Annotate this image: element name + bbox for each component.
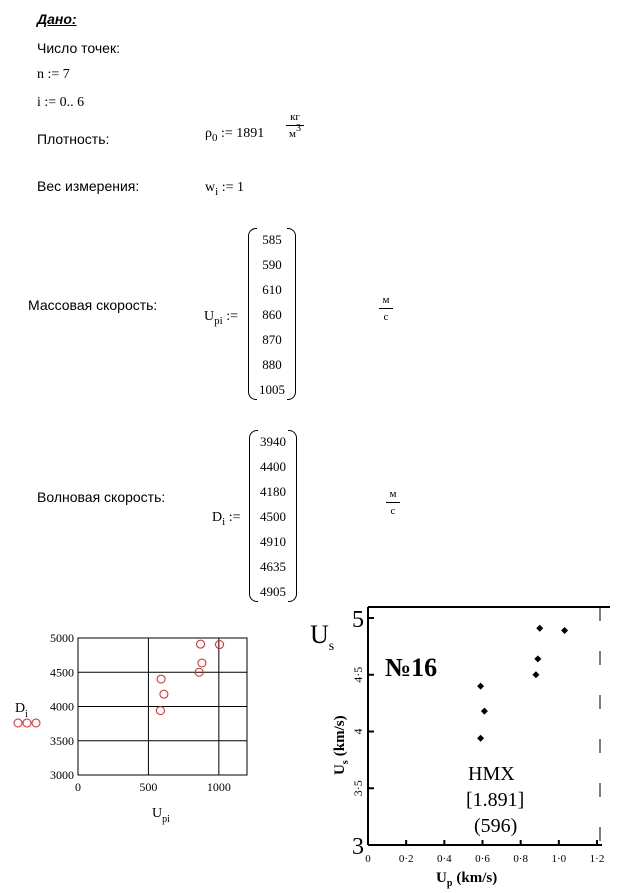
x-tick-label: 0 xyxy=(75,780,81,794)
mass-velocity-unit-numerator: м xyxy=(382,294,390,306)
annotation-line: [1.891] xyxy=(466,789,525,811)
y-tick-label: 3500 xyxy=(50,733,74,748)
data-point xyxy=(197,640,205,648)
legend-marker xyxy=(14,719,40,727)
data-point xyxy=(536,625,543,632)
data-point xyxy=(160,690,168,698)
given-heading: Дано: xyxy=(37,11,77,27)
mass-velocity-expression xyxy=(204,309,238,325)
density-expression xyxy=(205,126,264,142)
mass-velocity-matrix xyxy=(248,228,296,400)
fraction-bar xyxy=(379,308,393,309)
data-point xyxy=(216,641,224,649)
x-tick-label: 0 xyxy=(365,853,371,865)
density-unit-denominator: м3 xyxy=(289,123,301,140)
y-tick-label: 4 xyxy=(351,728,365,735)
y-axis-label: $U_s(km/s)$ xyxy=(332,715,351,775)
wave-velocity-value: 4180 xyxy=(260,484,286,499)
y-tick-label: 3 xyxy=(352,834,364,860)
wave-velocity-value: 4500 xyxy=(260,509,286,524)
y-tick-label: 5000 xyxy=(50,631,74,645)
weight-symbol: w xyxy=(205,180,216,195)
hmx-scanned-chart xyxy=(300,600,628,893)
y-tick-label: 3·5 xyxy=(351,780,365,797)
points-label: Число точек: xyxy=(37,40,120,56)
x-tick-label: 0·4 xyxy=(436,853,452,865)
chart-grid xyxy=(78,638,247,775)
mass-velocity-value: 870 xyxy=(262,332,282,347)
mass-velocity-assign: := xyxy=(226,309,238,324)
weight-assign: := 1 xyxy=(221,180,244,195)
wave-velocity-unit-denominator: с xyxy=(390,505,396,517)
data-point xyxy=(477,735,484,742)
wave-velocity-value: 3940 xyxy=(260,434,286,449)
x-tick-label: 0·2 xyxy=(398,853,414,865)
x-tick-label: 0·8 xyxy=(513,853,529,865)
wave-velocity-label: Волновая скорость: xyxy=(37,489,166,505)
fraction-bar xyxy=(386,502,400,503)
weight-label: Вес измерения: xyxy=(37,178,140,194)
data-point xyxy=(198,659,206,667)
mass-velocity-value: 860 xyxy=(262,307,282,322)
density-unit-numerator: кг xyxy=(290,111,300,123)
x-tick-label: 0·6 xyxy=(475,853,490,865)
data-point xyxy=(157,675,165,683)
data-point xyxy=(481,708,488,715)
weight-subscript: i xyxy=(215,186,219,198)
density-unit xyxy=(286,107,304,140)
y-tick-label: 4·5 xyxy=(351,666,365,683)
x-axis-label: $U_p$ (km/s) xyxy=(436,870,498,889)
x-tick-label: 1·0 xyxy=(551,853,567,865)
mass-velocity-value: 585 xyxy=(262,232,282,247)
y-tick-label: 5 xyxy=(352,607,364,633)
wave-velocity-unit xyxy=(386,484,400,517)
x-tick-label: 1·2 xyxy=(589,853,605,865)
wave-velocity-matrix xyxy=(249,430,297,602)
wave-velocity-value: 4910 xyxy=(260,534,286,549)
wave-velocity-value: 4635 xyxy=(260,559,286,574)
y-tick-label: 4000 xyxy=(50,699,74,714)
wave-velocity-value: 4905 xyxy=(260,584,286,599)
annotation-line: (596) xyxy=(474,815,518,837)
wave-velocity-assign: := xyxy=(228,510,241,525)
density-assign: := 1891 xyxy=(221,126,265,141)
wave-velocity-subscript: i xyxy=(222,516,226,528)
wave-velocity-value: 4400 xyxy=(260,459,286,474)
y-axis-label: $D_i$ xyxy=(15,701,28,720)
fraction-bar xyxy=(286,125,304,126)
density-subscript: 0 xyxy=(212,132,218,144)
density-symbol: ρ xyxy=(205,126,212,141)
mass-velocity-value: 610 xyxy=(262,282,282,297)
wave-velocity-symbol: D xyxy=(212,510,223,525)
x-tick-label: 500 xyxy=(139,780,158,794)
annotation-line: HMX xyxy=(468,763,515,785)
density-label: Плотность: xyxy=(37,131,110,147)
corner-axis-label: $U_s$ xyxy=(310,620,335,654)
data-point xyxy=(532,671,539,678)
mass-velocity-value: 590 xyxy=(262,257,282,272)
wave-velocity-unit-numerator: м xyxy=(389,488,397,500)
mathcad-scatter-chart xyxy=(0,615,300,893)
data-point xyxy=(534,655,541,662)
mass-velocity-value: 1005 xyxy=(259,382,285,397)
mass-velocity-symbol: U xyxy=(204,309,215,324)
i-expression: i := 0.. 6 xyxy=(37,95,85,110)
y-tick-label: 4500 xyxy=(50,665,74,680)
chart-title: №16 xyxy=(385,653,438,682)
y-tick-label: 3000 xyxy=(50,768,74,782)
x-axis-label: $U_{pi}$ xyxy=(152,806,170,825)
mass-velocity-value: 880 xyxy=(262,357,282,372)
data-point xyxy=(561,627,568,634)
data-point xyxy=(156,707,164,715)
legend-circle xyxy=(14,719,22,727)
legend-circle xyxy=(23,719,31,727)
legend-circle xyxy=(32,719,40,727)
x-tick-label: 1000 xyxy=(206,780,231,794)
wave-velocity-expression xyxy=(212,510,240,526)
mass-velocity-unit xyxy=(379,290,393,323)
n-expression: n := 7 xyxy=(37,67,70,82)
mass-velocity-subscript: pi xyxy=(214,315,223,327)
mass-velocity-label: Массовая скорость: xyxy=(28,297,158,313)
data-point xyxy=(477,683,484,690)
weight-expression xyxy=(205,180,244,196)
mass-velocity-unit-denominator: с xyxy=(383,311,389,323)
